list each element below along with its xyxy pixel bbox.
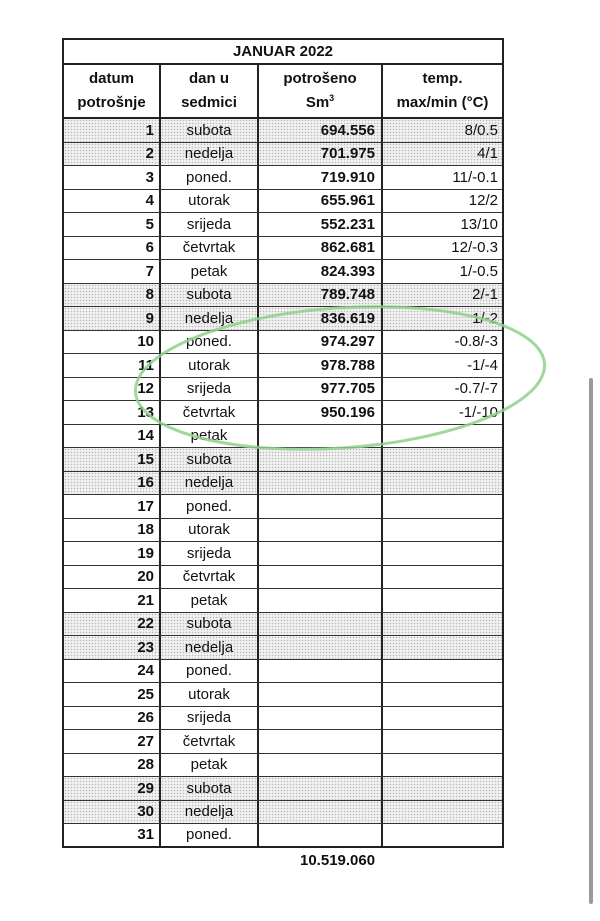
header-date-line1: datum xyxy=(89,70,134,87)
row-date: 30 xyxy=(64,801,161,824)
row-consumption: 655.961 xyxy=(259,190,383,213)
table-row xyxy=(64,566,502,590)
row-day: srijeda xyxy=(161,542,259,565)
row-date: 26 xyxy=(64,707,161,730)
row-date: 14 xyxy=(64,425,161,448)
row-day: utorak xyxy=(161,354,259,377)
row-date: 24 xyxy=(64,660,161,683)
row-temperature: -0.7/-7 xyxy=(454,380,498,398)
row-consumption: 789.748 xyxy=(259,284,383,307)
row-day: subota xyxy=(161,777,259,800)
row-consumption xyxy=(259,613,383,636)
row-date: 23 xyxy=(64,636,161,659)
row-consumption: 824.393 xyxy=(259,260,383,283)
table-row xyxy=(64,166,502,190)
row-consumption xyxy=(259,566,383,589)
row-consumption xyxy=(259,472,383,495)
row-date: 28 xyxy=(64,754,161,777)
row-day: petak xyxy=(161,260,259,283)
row-temperature xyxy=(383,707,502,730)
row-consumption xyxy=(259,589,383,612)
row-consumption xyxy=(259,519,383,542)
row-temperature: -1/-10 xyxy=(458,403,498,421)
table-row xyxy=(64,542,502,566)
table-row xyxy=(64,284,502,308)
row-consumption xyxy=(259,801,383,824)
row-day: četvrtak xyxy=(161,730,259,753)
row-date: 5 xyxy=(64,213,161,236)
row-day: četvrtak xyxy=(161,566,259,589)
row-consumption xyxy=(259,683,383,706)
row-consumption xyxy=(259,495,383,518)
row-date: 12 xyxy=(64,378,161,401)
scrollbar[interactable] xyxy=(589,378,593,904)
table-row xyxy=(64,730,502,754)
table-row xyxy=(64,589,502,613)
row-temperature xyxy=(383,542,502,565)
row-temperature: 8/0.5 xyxy=(383,119,502,142)
row-temperature xyxy=(383,660,502,683)
row-day: nedelja xyxy=(161,472,259,495)
row-temperature xyxy=(383,636,502,659)
row-consumption xyxy=(259,777,383,800)
row-temperature xyxy=(383,425,502,448)
row-day: poned. xyxy=(161,331,259,354)
table-row xyxy=(64,331,502,355)
header-date xyxy=(64,65,161,117)
row-day: nedelja xyxy=(161,307,259,330)
row-temperature xyxy=(383,730,502,753)
header-temperature xyxy=(383,65,502,117)
row-date: 16 xyxy=(64,472,161,495)
row-day: petak xyxy=(161,425,259,448)
row-date: 22 xyxy=(64,613,161,636)
row-day: nedelja xyxy=(161,143,259,166)
header-cons-unit: Sm$^3$ xyxy=(305,93,335,111)
header-temp-line2: max/min (°C) xyxy=(396,94,489,111)
row-date: 4 xyxy=(64,190,161,213)
total-consumption: 10.519.060 xyxy=(300,852,376,869)
row-consumption xyxy=(259,660,383,683)
table-row xyxy=(64,213,502,237)
row-temperature: 11/-0.1 xyxy=(452,168,498,186)
table-row xyxy=(64,190,502,214)
row-day: poned. xyxy=(161,660,259,683)
row-temperature xyxy=(383,448,502,471)
row-consumption: 552.231 xyxy=(259,213,383,236)
row-consumption xyxy=(259,824,383,846)
row-temperature: 1/-0.5 xyxy=(459,262,498,280)
row-day: nedelja xyxy=(161,636,259,659)
row-date: 15 xyxy=(64,448,161,471)
row-date: 2 xyxy=(64,143,161,166)
row-consumption: 701.975 xyxy=(259,143,383,166)
row-date: 31 xyxy=(64,824,161,846)
table-row xyxy=(64,660,502,684)
row-consumption xyxy=(259,754,383,777)
row-consumption: 978.788 xyxy=(259,354,383,377)
row-consumption xyxy=(259,707,383,730)
table-row xyxy=(64,237,502,261)
row-consumption: 977.705 xyxy=(259,378,383,401)
table-row xyxy=(64,401,502,425)
header-cons-line1: potrošeno xyxy=(283,70,357,87)
table-row xyxy=(64,707,502,731)
row-temperature: 13/10 xyxy=(460,215,498,233)
row-date: 9 xyxy=(64,307,161,330)
row-temperature xyxy=(383,589,502,612)
row-consumption xyxy=(259,425,383,448)
row-temperature: 1/-2 xyxy=(383,307,502,330)
row-day: subota xyxy=(161,119,259,142)
row-consumption: 950.196 xyxy=(259,401,383,424)
table-row xyxy=(64,307,502,331)
row-date: 27 xyxy=(64,730,161,753)
table-body xyxy=(64,119,502,848)
consumption-table xyxy=(62,38,504,848)
row-date: 25 xyxy=(64,683,161,706)
row-temperature xyxy=(383,777,502,800)
table-row xyxy=(64,613,502,637)
row-day: petak xyxy=(161,589,259,612)
table-row xyxy=(64,143,502,167)
row-consumption: 974.297 xyxy=(259,331,383,354)
table-row xyxy=(64,777,502,801)
row-consumption xyxy=(259,448,383,471)
row-temperature xyxy=(383,754,502,777)
row-temperature xyxy=(383,472,502,495)
row-date: 10 xyxy=(64,331,161,354)
row-temperature: -0.8/-3 xyxy=(454,333,498,351)
table-row xyxy=(64,354,502,378)
row-consumption xyxy=(259,636,383,659)
row-day: utorak xyxy=(161,683,259,706)
row-day: srijeda xyxy=(161,707,259,730)
row-date: 8 xyxy=(64,284,161,307)
row-temperature xyxy=(383,613,502,636)
table-row xyxy=(64,683,502,707)
row-date: 11 xyxy=(64,354,161,377)
row-temperature xyxy=(383,495,502,518)
row-day: petak xyxy=(161,754,259,777)
row-day: utorak xyxy=(161,190,259,213)
row-temperature xyxy=(383,824,502,846)
row-day: subota xyxy=(161,284,259,307)
row-date: 29 xyxy=(64,777,161,800)
row-consumption: 694.556 xyxy=(259,119,383,142)
row-date: 1 xyxy=(64,119,161,142)
header-row xyxy=(64,65,502,119)
table-row xyxy=(64,519,502,543)
table-row xyxy=(64,425,502,449)
row-temperature: 4/1 xyxy=(383,143,502,166)
row-day: četvrtak xyxy=(161,237,259,260)
table-row xyxy=(64,801,502,825)
row-day: srijeda xyxy=(161,378,259,401)
table-title: JANUAR 2022 xyxy=(64,40,502,65)
header-temp-line1: temp. xyxy=(422,70,463,87)
row-day: subota xyxy=(161,613,259,636)
row-day: nedelja xyxy=(161,801,259,824)
row-date: 13 xyxy=(64,401,161,424)
row-day: poned. xyxy=(161,166,259,189)
row-date: 18 xyxy=(64,519,161,542)
row-day: srijeda xyxy=(161,213,259,236)
table-row xyxy=(64,495,502,519)
header-day-line2: sedmici xyxy=(181,94,237,111)
row-day: subota xyxy=(161,448,259,471)
table-row xyxy=(64,754,502,778)
row-temperature xyxy=(383,683,502,706)
row-temperature: 12/2 xyxy=(468,192,498,210)
row-day: utorak xyxy=(161,519,259,542)
row-consumption xyxy=(259,542,383,565)
row-temperature xyxy=(383,801,502,824)
row-date: 20 xyxy=(64,566,161,589)
row-temperature xyxy=(383,566,502,589)
row-date: 17 xyxy=(64,495,161,518)
header-consumption xyxy=(259,65,383,117)
row-date: 19 xyxy=(64,542,161,565)
row-temperature: 12/-0.3 xyxy=(451,239,498,257)
header-day xyxy=(161,65,259,117)
header-date-line2: potrošnje xyxy=(77,94,146,111)
table-row xyxy=(64,636,502,660)
row-temperature: -1/-4 xyxy=(467,356,498,374)
row-consumption xyxy=(259,730,383,753)
row-consumption: 862.681 xyxy=(259,237,383,260)
header-day-line1: dan u xyxy=(189,70,229,87)
table-row xyxy=(64,119,502,143)
table-row xyxy=(64,824,502,848)
row-day: poned. xyxy=(161,495,259,518)
row-temperature: 2/-1 xyxy=(383,284,502,307)
table-row xyxy=(64,472,502,496)
table-row xyxy=(64,448,502,472)
row-date: 6 xyxy=(64,237,161,260)
table-row xyxy=(64,260,502,284)
table-row xyxy=(64,378,502,402)
row-date: 7 xyxy=(64,260,161,283)
row-consumption: 836.619 xyxy=(259,307,383,330)
row-date: 3 xyxy=(64,166,161,189)
row-temperature xyxy=(383,519,502,542)
row-day: poned. xyxy=(161,824,259,846)
row-date: 21 xyxy=(64,589,161,612)
row-consumption: 719.910 xyxy=(259,166,383,189)
row-day: četvrtak xyxy=(161,401,259,424)
